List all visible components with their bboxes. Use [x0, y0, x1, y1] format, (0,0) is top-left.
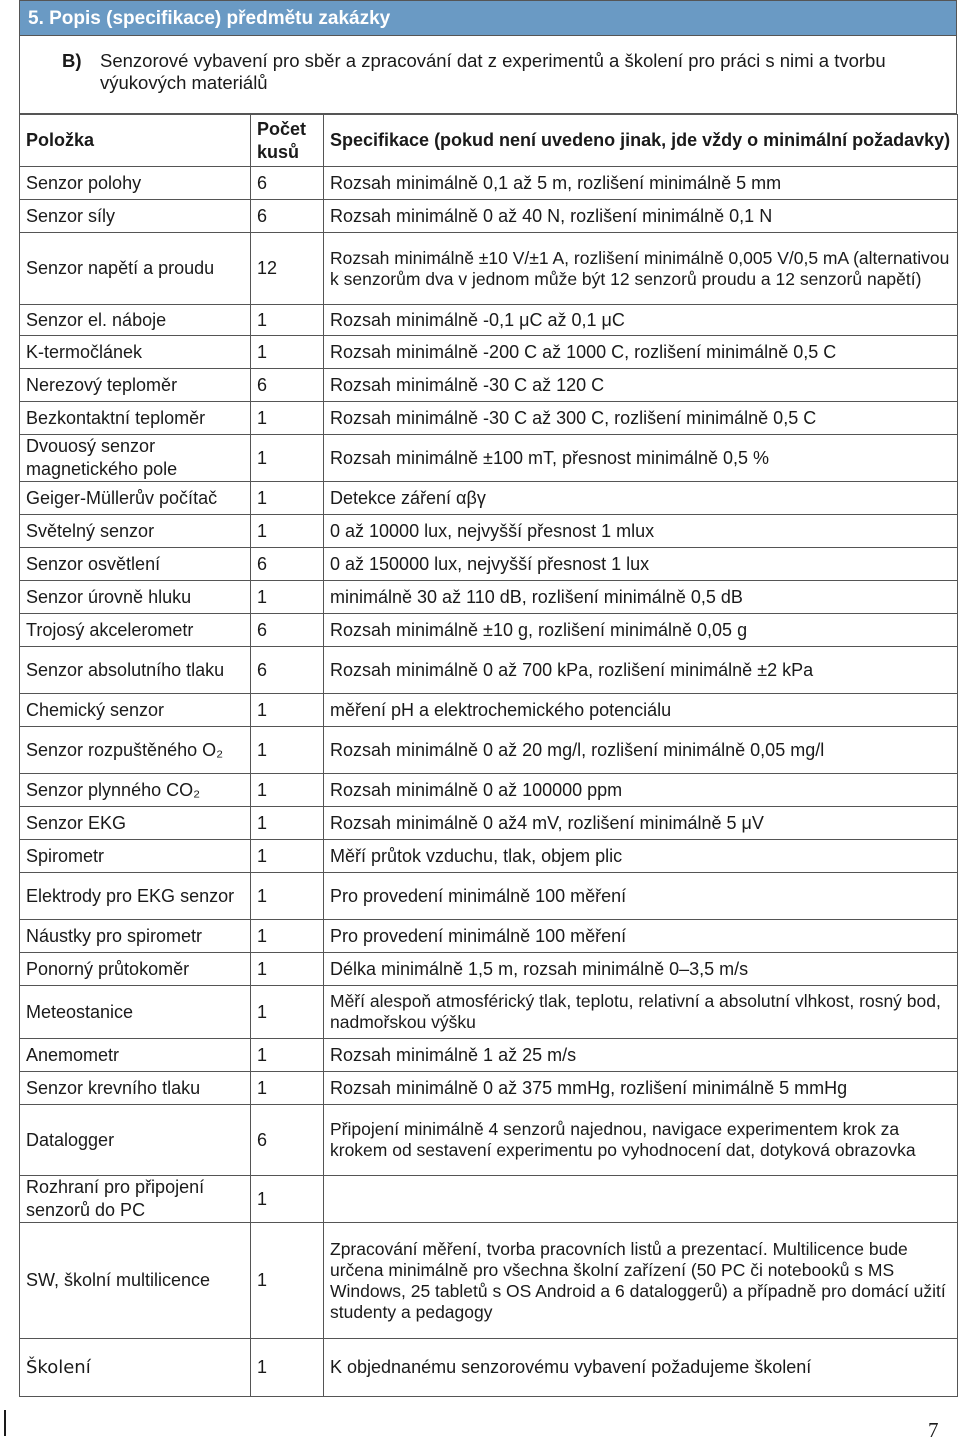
cell-item: SW, školní multilicence: [20, 1223, 251, 1339]
cell-item: Elektrody pro EKG senzor: [20, 873, 251, 920]
table-row: [20, 727, 958, 774]
cell-item: Datalogger: [20, 1105, 251, 1176]
cell-spec: minimálně 30 až 110 dB, rozlišení minimálně 0,5 dB: [324, 581, 958, 614]
table-row: [20, 647, 958, 694]
cell-item: Senzor síly: [20, 200, 251, 233]
column-header-spec: Specifikace (pokud není uvedeno jinak, jde vždy o minimální požadavky): [324, 115, 958, 167]
cell-item: Náustky pro spirometr: [20, 920, 251, 953]
cell-item: Bezkontaktní teploměr: [20, 402, 251, 435]
cell-count: 6: [251, 167, 324, 200]
cell-count: 1: [251, 581, 324, 614]
table-row: [20, 1223, 958, 1339]
cell-count: 1: [251, 920, 324, 953]
cell-spec: Rozsah minimálně 1 až 25 m/s: [324, 1039, 958, 1072]
cell-item: Senzor polohy: [20, 167, 251, 200]
table-row: [20, 953, 958, 986]
cell-item: Světelný senzor: [20, 515, 251, 548]
cell-item: Senzor el. náboje: [20, 305, 251, 336]
table-row: [20, 233, 958, 305]
cell-count: 1: [251, 807, 324, 840]
cell-count: 6: [251, 548, 324, 581]
table-row: [20, 1176, 958, 1223]
cell-count: 1: [251, 1223, 324, 1339]
cell-item: Senzor osvětlení: [20, 548, 251, 581]
table-row: [20, 1105, 958, 1176]
cell-spec: Rozsah minimálně 0 až 40 N, rozlišení minimálně 0,1 N: [324, 200, 958, 233]
table-row: [20, 581, 958, 614]
cell-spec: Zpracování měření, tvorba pracovních listů a prezentací. Multilicence bude určena minimálně pro všechna školní zařízení (50 PC či notebooků s MS Windows, 25 tabletů s OS Android a 6 dataloggerů) a případně pro domácí užití studenty a pedagogy: [324, 1223, 958, 1339]
table-row: [20, 873, 958, 920]
margin-mark: [4, 1410, 6, 1436]
column-header-count: Počet kusů: [251, 115, 324, 167]
table-row: [20, 1039, 958, 1072]
document-frame: [19, 0, 957, 1397]
cell-count: 1: [251, 1072, 324, 1105]
cell-count: 1: [251, 305, 324, 336]
cell-item: Senzor úrovně hluku: [20, 581, 251, 614]
cell-count: 1: [251, 515, 324, 548]
cell-item: Senzor krevního tlaku: [20, 1072, 251, 1105]
table-row: [20, 1339, 958, 1397]
cell-item: Senzor absolutního tlaku: [20, 647, 251, 694]
cell-spec: Měří alespoň atmosférický tlak, teplotu, relativní a absolutní vlhkost, rosný bod, nadmořskou výšku: [324, 986, 958, 1039]
cell-count: 1: [251, 840, 324, 873]
cell-item: Rozhraní pro připojení senzorů do PC: [20, 1176, 251, 1223]
cell-count: 1: [251, 953, 324, 986]
cell-item: Geiger-Müllerův počítač: [20, 482, 251, 515]
cell-spec: Rozsah minimálně ±100 mT, přesnost minimálně 0,5 %: [324, 435, 958, 482]
cell-item: Senzor plynného CO₂: [20, 774, 251, 807]
cell-count: 6: [251, 614, 324, 647]
cell-count: 1: [251, 986, 324, 1039]
table-row: [20, 986, 958, 1039]
table-row: [20, 548, 958, 581]
cell-count: 1: [251, 336, 324, 369]
cell-spec: Délka minimálně 1,5 m, rozsah minimálně 0–3,5 m/s: [324, 953, 958, 986]
table-header-row: [20, 115, 958, 167]
cell-item: Nerezový teploměr: [20, 369, 251, 402]
cell-item: Chemický senzor: [20, 694, 251, 727]
cell-spec: Rozsah minimálně -30 C až 120 C: [324, 369, 958, 402]
cell-count: 6: [251, 1105, 324, 1176]
table-row: [20, 515, 958, 548]
cell-item: Senzor rozpuštěného O₂: [20, 727, 251, 774]
cell-spec: Připojení minimálně 4 senzorů najednou, navigace experimentem krok za krokem od sestavení experimentu po vyhodnocení dat, dotyková obrazovka: [324, 1105, 958, 1176]
cell-item: Anemometr: [20, 1039, 251, 1072]
table-row: [20, 694, 958, 727]
table-row: [20, 807, 958, 840]
cell-count: 1: [251, 1339, 324, 1397]
cell-spec: Měří průtok vzduchu, tlak, objem plic: [324, 840, 958, 873]
table-row: [20, 200, 958, 233]
cell-item: Trojosý akcelerometr: [20, 614, 251, 647]
table-row: [20, 774, 958, 807]
cell-item: K-termočlánek: [20, 336, 251, 369]
cell-spec: K objednanému senzorovému vybavení požadujeme školení: [324, 1339, 958, 1397]
cell-count: 1: [251, 727, 324, 774]
cell-spec: Rozsah minimálně -200 C až 1000 C, rozlišení minimálně 0,5 C: [324, 336, 958, 369]
cell-spec: Rozsah minimálně 0 až 375 mmHg, rozlišení minimálně 5 mmHg: [324, 1072, 958, 1105]
table-row: [20, 920, 958, 953]
cell-item: Senzor napětí a proudu: [20, 233, 251, 305]
cell-count: 6: [251, 369, 324, 402]
cell-spec: Rozsah minimálně 0 až4 mV, rozlišení minimálně 5 μV: [324, 807, 958, 840]
subsection-text: Senzorové vybavení pro sběr a zpracování dat z experimentů a školení pro práci s nimi a tvorbu výukových materiálů: [100, 50, 886, 93]
cell-count: 1: [251, 1176, 324, 1223]
cell-item: Spirometr: [20, 840, 251, 873]
table-row: [20, 336, 958, 369]
cell-spec: Rozsah minimálně ±10 g, rozlišení minimálně 0,05 g: [324, 614, 958, 647]
cell-spec: [324, 1176, 958, 1223]
cell-item: Dvouosý senzor magnetického pole: [20, 435, 251, 482]
cell-item: Školení: [20, 1339, 251, 1397]
cell-spec: měření pH a elektrochemického potenciálu: [324, 694, 958, 727]
cell-item: Ponorný průtokoměr: [20, 953, 251, 986]
cell-spec: Rozsah minimálně -30 C až 300 C, rozlišení minimálně 0,5 C: [324, 402, 958, 435]
table-row: [20, 435, 958, 482]
table-row: [20, 482, 958, 515]
table-row: [20, 614, 958, 647]
cell-spec: Rozsah minimálně 0 až 100000 ppm: [324, 774, 958, 807]
cell-spec: Rozsah minimálně 0,1 až 5 m, rozlišení minimálně 5 mm: [324, 167, 958, 200]
cell-spec: 0 až 150000 lux, nejvyšší přesnost 1 lux: [324, 548, 958, 581]
subsection-letter: B): [62, 50, 82, 71]
table-row: [20, 840, 958, 873]
cell-count: 1: [251, 435, 324, 482]
page-number: 7: [928, 1418, 939, 1442]
cell-count: 6: [251, 200, 324, 233]
column-header-item: Položka: [20, 115, 251, 167]
spec-table: [19, 114, 958, 1397]
cell-item: Meteostanice: [20, 986, 251, 1039]
table-row: [20, 402, 958, 435]
table-row: [20, 305, 958, 336]
section-header: 5. Popis (specifikace) předmětu zakázky: [19, 0, 957, 36]
table-row: [20, 369, 958, 402]
cell-spec: 0 až 10000 lux, nejvyšší přesnost 1 mlux: [324, 515, 958, 548]
table-row: [20, 167, 958, 200]
cell-count: 6: [251, 647, 324, 694]
cell-count: 1: [251, 482, 324, 515]
cell-spec: Rozsah minimálně 0 až 20 mg/l, rozlišení minimálně 0,05 mg/l: [324, 727, 958, 774]
cell-item: Senzor EKG: [20, 807, 251, 840]
cell-spec: Rozsah minimálně 0 až 700 kPa, rozlišení minimálně ±2 kPa: [324, 647, 958, 694]
cell-count: 1: [251, 873, 324, 920]
cell-spec: Rozsah minimálně -0,1 μC až 0,1 μC: [324, 305, 958, 336]
cell-count: 1: [251, 694, 324, 727]
cell-spec: Pro provedení minimálně 100 měření: [324, 920, 958, 953]
cell-count: 1: [251, 402, 324, 435]
table-row: [20, 1072, 958, 1105]
cell-spec: Detekce záření αβγ: [324, 482, 958, 515]
subsection-box: [19, 36, 957, 114]
cell-count: 1: [251, 1039, 324, 1072]
cell-spec: Rozsah minimálně ±10 V/±1 A, rozlišení minimálně 0,005 V/0,5 mA (alternativou k senzorům dva v jednom může být 12 senzorů proudu a 12 senzorů napětí): [324, 233, 958, 305]
cell-count: 1: [251, 774, 324, 807]
cell-spec: Pro provedení minimálně 100 měření: [324, 873, 958, 920]
cell-count: 12: [251, 233, 324, 305]
